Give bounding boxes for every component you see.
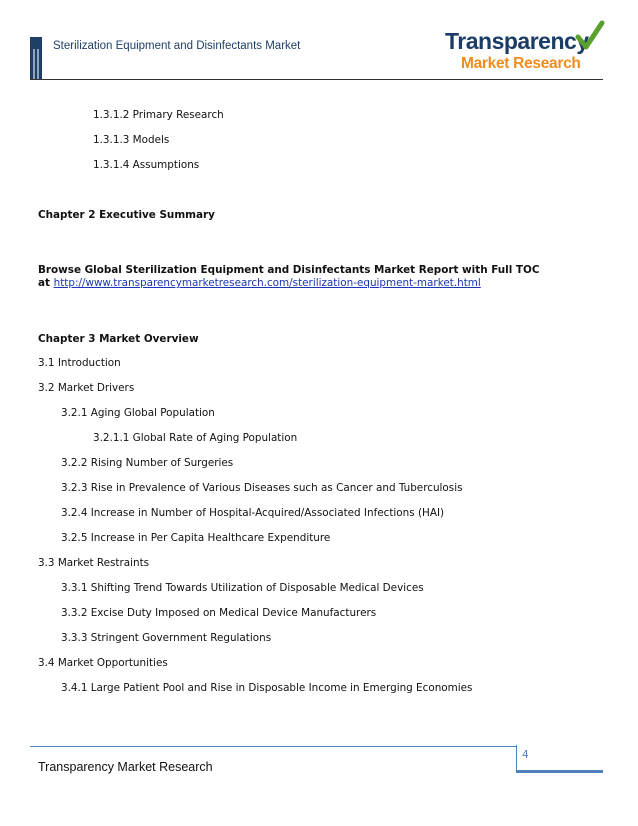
link-prefix: at [38,277,54,289]
toc-item-1-3-1-2: 1.3.1.2 Primary Research [93,109,224,121]
toc-item-3-2-3: 3.2.3 Rise in Prevalence of Various Diseases such as Cancer and Tuberculosis [61,482,463,494]
toc-item-3-3-3: 3.3.3 Stringent Government Regulations [61,632,272,644]
chapter-2-heading: Chapter 2 Executive Summary [38,209,215,221]
report-url-link[interactable]: http://www.transparencymarketresearch.com/sterilization-equipment-market.html [53,277,481,289]
logo-text-bottom: Market Research [461,55,581,72]
toc-item-3-2-5: 3.2.5 Increase in Per Capita Healthcare Expenditure [61,532,331,544]
page-number: 4 [522,749,529,761]
toc-item-3-4: 3.4 Market Opportunities [38,657,168,669]
header-divider [30,79,603,80]
toc-item-3-2-2: 3.2.2 Rising Number of Surgeries [61,457,234,469]
toc-item-3-2-1: 3.2.1 Aging Global Population [61,407,215,419]
browse-report-text: Browse Global Sterilization Equipment and Disinfectants Market Report with Full TOC [38,264,540,276]
company-logo [445,20,610,78]
toc-item-3-4-1: 3.4.1 Large Patient Pool and Rise in Disposable Income in Emerging Economies [61,682,473,694]
toc-item-3-2: 3.2 Market Drivers [38,382,135,394]
checkmark-icon [575,20,605,54]
chapter-3-heading: Chapter 3 Market Overview [38,333,199,345]
toc-item-3-3: 3.3 Market Restraints [38,557,150,569]
toc-item-3-1: 3.1 Introduction [38,357,121,369]
footer-text: Transparency Market Research [38,760,213,774]
toc-item-3-3-2: 3.3.2 Excise Duty Imposed on Medical Device Manufacturers [61,607,377,619]
report-link-line [38,277,481,290]
toc-item-3-3-1: 3.3.1 Shifting Trend Towards Utilization of Disposable Medical Devices [61,582,424,594]
header-accent-bar [30,37,42,79]
toc-item-3-2-1-1: 3.2.1.1 Global Rate of Aging Population [93,432,298,444]
toc-item-1-3-1-3: 1.3.1.3 Models [93,134,170,146]
toc-item-1-3-1-4: 1.3.1.4 Assumptions [93,159,200,171]
page-number-box [516,745,603,773]
logo-text-top: Transparency [445,28,589,54]
header-title: Sterilization Equipment and Disinfectants Market [53,40,301,52]
toc-item-3-2-4: 3.2.4 Increase in Number of Hospital-Acquired/Associated Infections (HAI) [61,507,445,519]
footer-divider [30,746,516,747]
